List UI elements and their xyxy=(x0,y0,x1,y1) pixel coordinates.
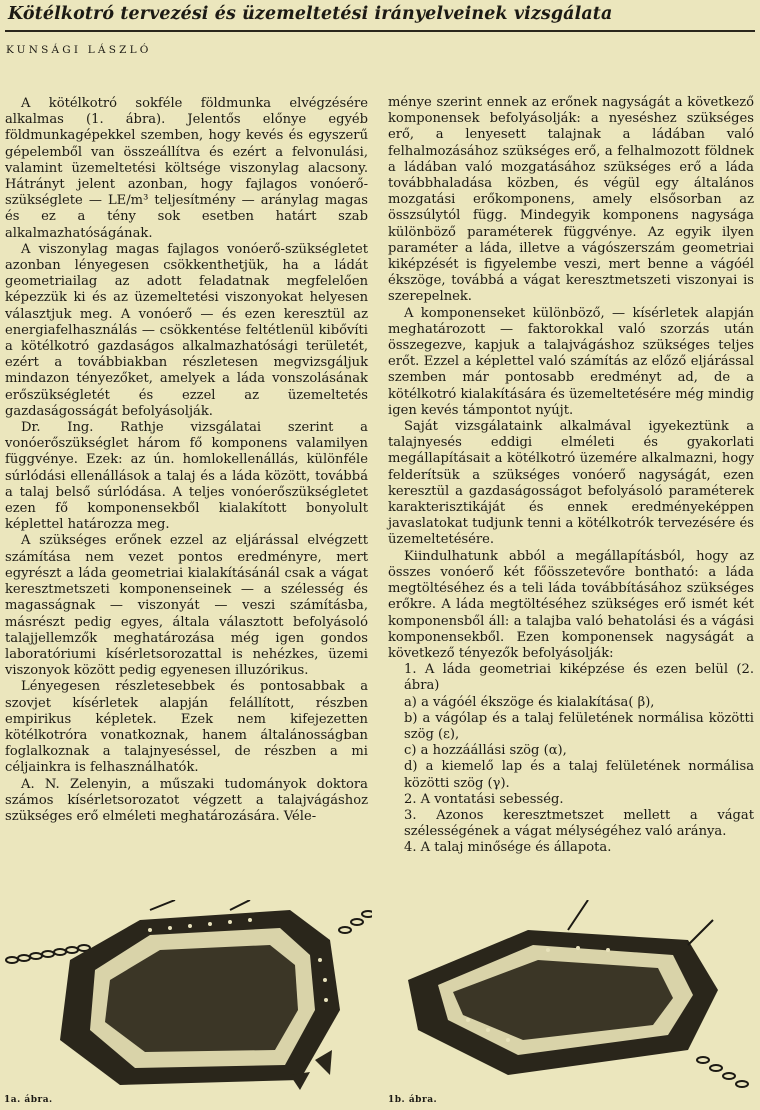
figure-caption: 1b. ábra. xyxy=(388,1095,438,1105)
list-item: b) a vágólap és a talaj felületének normálisa közötti szög (ε), xyxy=(404,710,754,742)
paragraph: A kötélkotró sokféle földmunka elvégzésére alkalmas (1. ábra). Jelentős előnye egyéb földmunkagépekkel szemben, hogy kevés és egyszerű gépelemből van összeállítva és ezért a felvonulási, valamint üzemeltetési költsége viszonylag alacsony. Hátrányt jelent azonban, hogy fajlagos vonóerő-szükséglete — LE/m³ teljesítmény — aránylag magas és ez a tény sok esetben határt szab alkalmazhatóságának. xyxy=(5,96,368,241)
paragraph: Saját vizsgálataink alkalmával igyekeztünk a talajnyesés eddigi elméleti és gyakorlati megállapításait a kötélkotró üzemére alkalmazni, hogy felderítsük a szükséges vonóerő nagyságát, ezen keresztül a gazdaságosságot befolyásoló paraméterek karakterisztikáját és ennek eredményeképpen javaslatokat tudjunk tenni a kötélkotrók tervezésére és üzemeltetésére. xyxy=(388,419,754,548)
list-item: c) a hozzáállási szög (α), xyxy=(404,743,567,759)
list-item: 4. A talaj minősége és állapota. xyxy=(404,840,612,856)
title-rule xyxy=(5,30,755,32)
paragraph: Lényegesen részletesebbek és pontosabbak a szovjet kísérletek alapján felállított, részben empirikus képletek. Ezek nem kifejezetten kötélkotróra vonatkoznak, hanem általánosságban foglalkoznak a talajnyeséssel, de részben a mi céljainkra is felhasználhatók. xyxy=(5,679,368,776)
paragraph: Kiindulhatunk abból a megállapításból, hogy az összes vonóerő két főösszetevőre bontható: a láda megtöltéséhez és a teli láda továbbításához szükséges erőkre. A láda megtöltéséhez szükséges erő ismét két komponensből áll: a talajba való behatolási és a vágási komponensekből. Ezen komponensek nagyságát a következő tényezők befolyásolják: xyxy=(388,548,754,661)
paragraph: A szükséges erőnek ezzel az eljárással elvégzett számítása nem vezet pontos eredményre, mert egyrészt a láda geometriai kialakításánál csak a vágat keresztmetszeti komponenseinek — a szélesség és magasságnak — viszonyát — veszi számításba, másrészt pedig egyes, általa választott befolyásoló talajjellemzők meghatározása még igen gondos laboratóriumi kísérletsorozattal is nehézkes, üzemi viszonyok között pedig egyenesen illuzórikus. xyxy=(5,533,368,679)
paragraph: ménye szerint ennek az erőnek nagyságát a következő komponensek befolyásolják: a nyeséshez szükséges erő, a lenyesett talajnak a ládában való felhalmozásához szükséges erő, a felhalmozott földnek a ládában való mozgatásához szükséges erő a láda továbbhaladása közben, és végül egy általános mozgatási erőkomponens, amely elsősorban az összsúlytól függ. Mindegyik komponens nagysága különböző paraméterek függvénye. Az egyik ilyen paraméter a láda, illetve a vágószerszám geometriai kiképzését is figyelembe veszi, mert benne a vágóél ékszöge, továbbá a vágat keresztmetszeti viszonyai is szerepelnek. xyxy=(388,95,754,305)
paragraph: A komponenseket különböző, — kísérletek alapján meghatározott — faktorokkal való szorzás után összegezve, kapjuk a talajvágáshoz szükséges teljes erőt. Ezzel a képlettel való számítás az előző eljárással szemben már pontosabb eredményt ad, de a kötélkotró kialakítására és üzemeltetésére még mindig igen kevés támpontot nyújt. xyxy=(388,305,754,418)
paragraph: A. N. Zelenyin, a műszaki tudományok doktora számos kísérletsorozatot végzett a talajvágáshoz szükséges erő elméleti meghatározására. Véle- xyxy=(5,776,368,824)
list-item: d) a kiemelő lap és a talaj felületének normálisa közötti szög (γ). xyxy=(404,759,754,791)
figure-caption: 1a. ábra. xyxy=(4,1095,53,1105)
figure-1a-bucket-drawing xyxy=(0,900,372,1090)
list-item: 3. Azonos keresztmetszet mellett a vágat szélességének a vágat mélységéhez való aránya. xyxy=(404,807,754,840)
author: KUNSÁGI LÁSZLÓ xyxy=(6,44,152,56)
list-item: a) a vágóél ékszöge és kialakítása( β), xyxy=(404,694,655,710)
figure-1b-bucket-drawing xyxy=(388,900,760,1090)
list-item: 2. A vontatási sebesség. xyxy=(404,791,564,807)
right-column xyxy=(388,95,754,857)
list-item: 1. A láda geometriai kiképzése és ezen belül (2. ábra) xyxy=(404,662,754,694)
paragraph: A viszonylag magas fajlagos vonóerő-szükségletet azonban lényegesen csökkenthetjük, ha a ládát geometriailag az adott feladatnak megfelelően képezzük ki és az üzemeltetési viszonyokat helyesen választjuk meg. A vonóerő — és ezen keresztül az energiafelhasználás — csökkentése feltétlenül kibővíti a kötélkotró gazdaságos alkalmazhatósági területét, ezért a továbbiakban részletesen megvizsgáljuk mindazon tényezőket, amelyek a láda vonszolásának erőszükségletét és ezzel az üzemeltetés gazdaságosságát befolyásolják. xyxy=(5,241,368,419)
article-title: Kötélkotró tervezési és üzemeltetési irányelveinek vizsgálata xyxy=(8,4,613,24)
paragraph: Dr. Ing. Rathje vizsgálatai szerint a vonóerőszükséglet három fő komponens valamilyen függvénye. Ezek: az ún. homlokellenállás, különféle súrlódási ellenállások a talaj és a láda között, továbbá a talaj belső súrlódása. A teljes vonóerőszükségletet ezen fő komponensekből kialakított bonyolult képlettel határozza meg. xyxy=(5,420,368,533)
left-column xyxy=(5,96,368,825)
